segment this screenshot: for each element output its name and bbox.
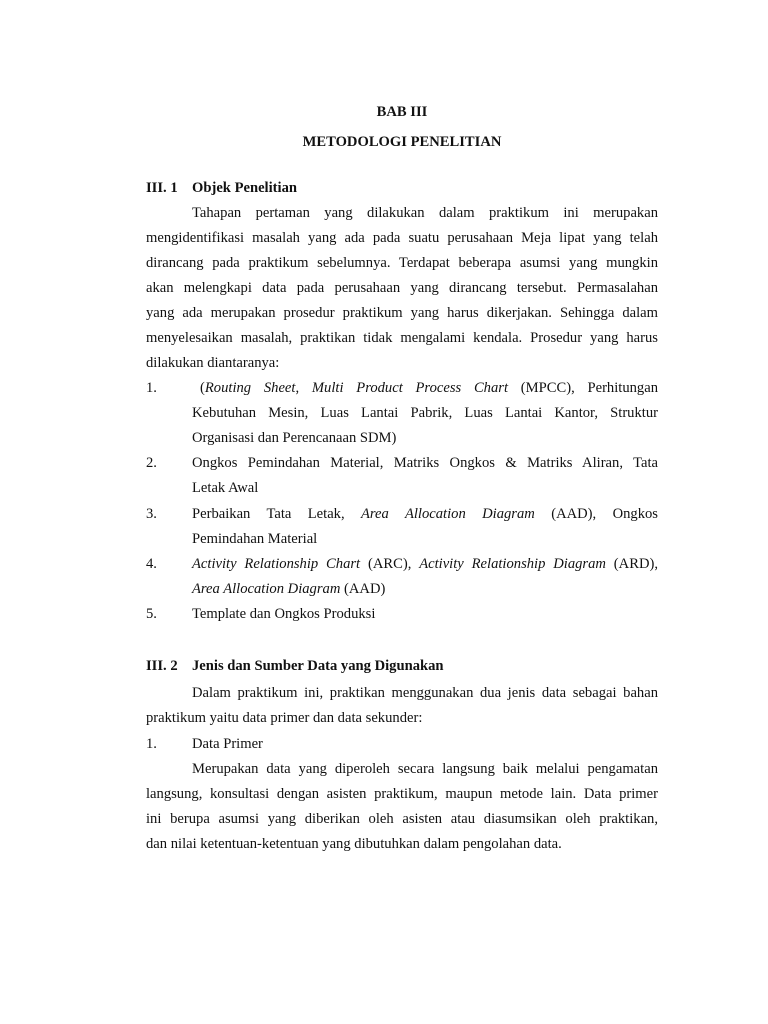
- list-item-number: 3.: [146, 506, 157, 522]
- list-item-1-line-1: [192, 378, 658, 398]
- section-2-heading: [146, 656, 658, 676]
- open-paren: (: [200, 380, 205, 396]
- chapter-label: BAB III: [376, 104, 428, 120]
- list-item-4-line-2: [192, 579, 658, 599]
- section-2-number: III. 2: [146, 658, 178, 674]
- paragraph-line: dirancang pada praktikum sebelumnya. Terdapat beberapa asumsi yang mungkin: [146, 255, 658, 271]
- paragraph-line: Tahapan pertaman yang dilakukan dalam praktikum ini merupakan: [192, 205, 658, 221]
- list-item-text: (MPCC), Perhitungan: [508, 380, 659, 396]
- section-1-number: III. 1: [146, 180, 178, 196]
- ard-text: Activity Relationship Diagram: [419, 556, 606, 572]
- section-1-title: Objek Penelitian: [192, 180, 297, 196]
- list-item-2-line-1: Ongkos Pemindahan Material, Matriks Ongkos & Matriks Aliran, Tata: [192, 455, 658, 471]
- paragraph-line: dan nilai ketentuan-ketentuan yang dibutuhkan dalam pengolahan data.: [146, 836, 562, 852]
- paragraph-line: menyelesaikan masalah, praktikan tidak mengalami kendala. Prosedur yang harus: [146, 330, 658, 346]
- paragraph-line: dilakukan diantaranya:: [146, 355, 280, 371]
- list-item-text: Perbaikan Tata Letak,: [192, 506, 361, 522]
- section-1-heading: [146, 178, 658, 198]
- mppc-text: Multi Product Process Chart: [311, 380, 509, 396]
- list-item-text: (ARC),: [360, 556, 420, 572]
- list-item-3-line-2: Pemindahan Material: [192, 531, 318, 547]
- paragraph-line: ini berupa asumsi yang diberikan oleh asisten atau diasumsikan oleh praktikan,: [146, 811, 658, 827]
- paragraph-line: mengidentifikasi masalah yang ada pada suatu perusahaan Meja lipat yang telah: [146, 230, 658, 246]
- paragraph-line: akan melengkapi data pada perusahaan yang dirancang tersebut. Permasalahan: [146, 280, 658, 296]
- list-item-text: (ARD),: [605, 556, 658, 572]
- list-item-3-line-1: [192, 504, 658, 524]
- list-item-text: (AAD), Ongkos: [534, 506, 658, 522]
- list-item-1-line-3: Organisasi dan Perencanaan SDM): [192, 430, 397, 446]
- paragraph-line: praktikum yaitu data primer dan data sekunder:: [146, 710, 423, 726]
- list-item-1-line-2: Kebutuhan Mesin, Luas Lantai Pabrik, Luas Lantai Kantor, Struktur: [192, 405, 658, 421]
- list-item-number: 1.: [146, 380, 157, 396]
- subsection-title: Data Primer: [192, 736, 263, 752]
- comma: ,: [295, 380, 312, 396]
- list-item-number: 4.: [146, 556, 157, 572]
- paragraph-line: Merupakan data yang diperoleh secara langsung baik melalui pengamatan: [192, 761, 658, 777]
- section-2-title: Jenis dan Sumber Data yang Digunakan: [192, 658, 444, 674]
- list-item-5-line-1: Template dan Ongkos Produksi: [192, 606, 376, 622]
- chapter-title: METODOLOGI PENELITIAN: [302, 134, 502, 150]
- list-item-text: (AAD): [340, 581, 386, 597]
- list-item-2-line-2: Letak Awal: [192, 480, 259, 496]
- list-item-number: 2.: [146, 455, 157, 471]
- aad-text: Area Allocation Diagram: [361, 506, 535, 522]
- paragraph-line: langsung, konsultasi dengan asisten praktikum, maupun metode lain. Data primer: [146, 786, 658, 802]
- aad-text: Area Allocation Diagram: [192, 581, 341, 597]
- list-item-4-line-1: [192, 554, 658, 574]
- arc-text: Activity Relationship Chart: [192, 556, 361, 572]
- list-item-number: 1.: [146, 736, 157, 752]
- paragraph-line: yang ada merupakan prosedur praktikum yang harus dikerjakan. Sehingga dalam: [146, 305, 658, 321]
- routing-sheet-text: Routing Sheet: [204, 380, 296, 396]
- list-item-number: 5.: [146, 606, 157, 622]
- paragraph-line: Dalam praktikum ini, praktikan menggunakan dua jenis data sebagai bahan: [192, 685, 658, 701]
